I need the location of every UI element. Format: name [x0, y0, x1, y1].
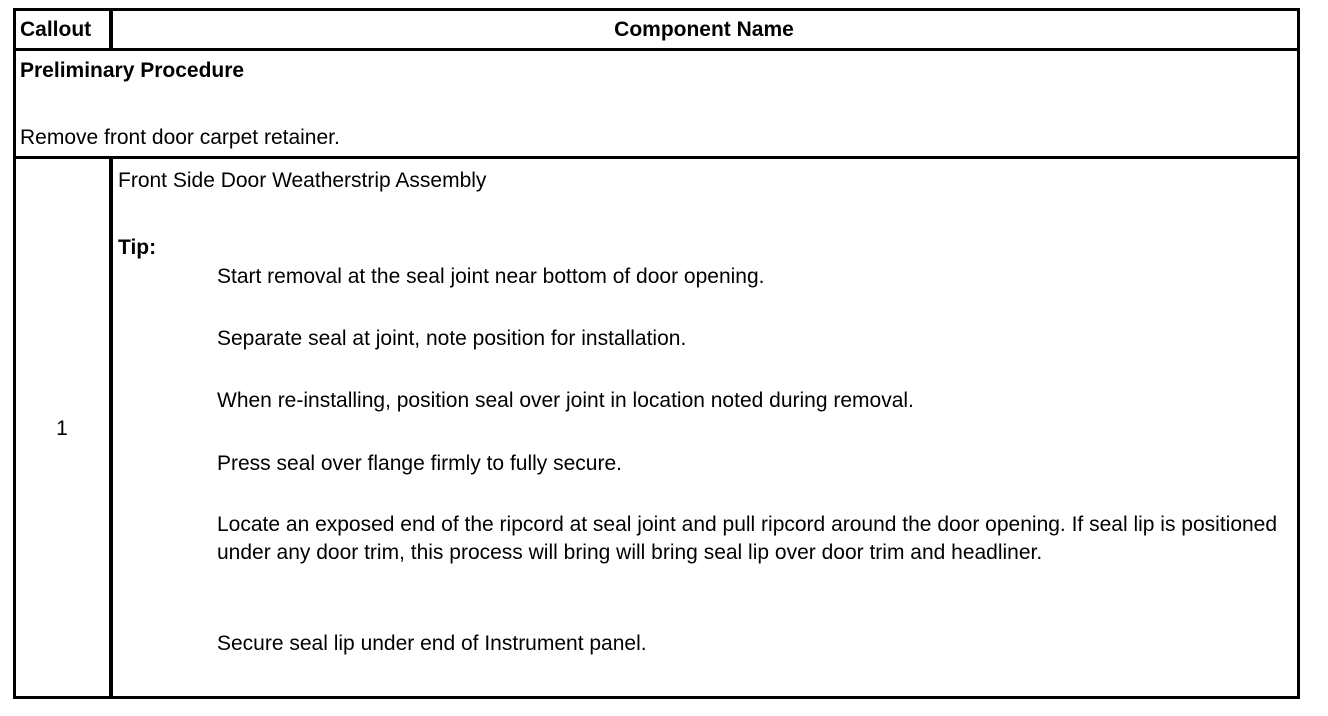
preliminary-title: Preliminary Procedure — [20, 59, 245, 82]
header-component-name: Component Name — [614, 18, 794, 41]
preliminary-divider — [16, 156, 1297, 159]
header-callout: Callout — [20, 18, 92, 41]
row-component-name: Front Side Door Weatherstrip Assembly — [118, 169, 487, 192]
row-column-divider — [109, 159, 113, 696]
preliminary-text: Remove front door carpet retainer. — [20, 126, 340, 149]
row-callout: 1 — [56, 417, 68, 440]
tip-item: Press seal over flange firmly to fully secure. — [217, 452, 622, 475]
tip-item: Separate seal at joint, note position for installation. — [217, 327, 687, 350]
tip-item: Start removal at the seal joint near bottom of door opening. — [217, 265, 765, 288]
tip-item: Secure seal lip under end of Instrument panel. — [217, 632, 647, 655]
tip-label: Tip: — [118, 236, 157, 259]
procedure-table — [13, 8, 1300, 699]
header-divider — [16, 48, 1297, 51]
tip-item: Locate an exposed end of the ripcord at seal joint and pull ripcord around the door opening. If seal lip is positioned under any door trim, this process will bring will bring seal lip over door trim and headliner. — [217, 513, 1278, 564]
tip-item: When re-installing, position seal over joint in location noted during removal. — [217, 389, 914, 412]
